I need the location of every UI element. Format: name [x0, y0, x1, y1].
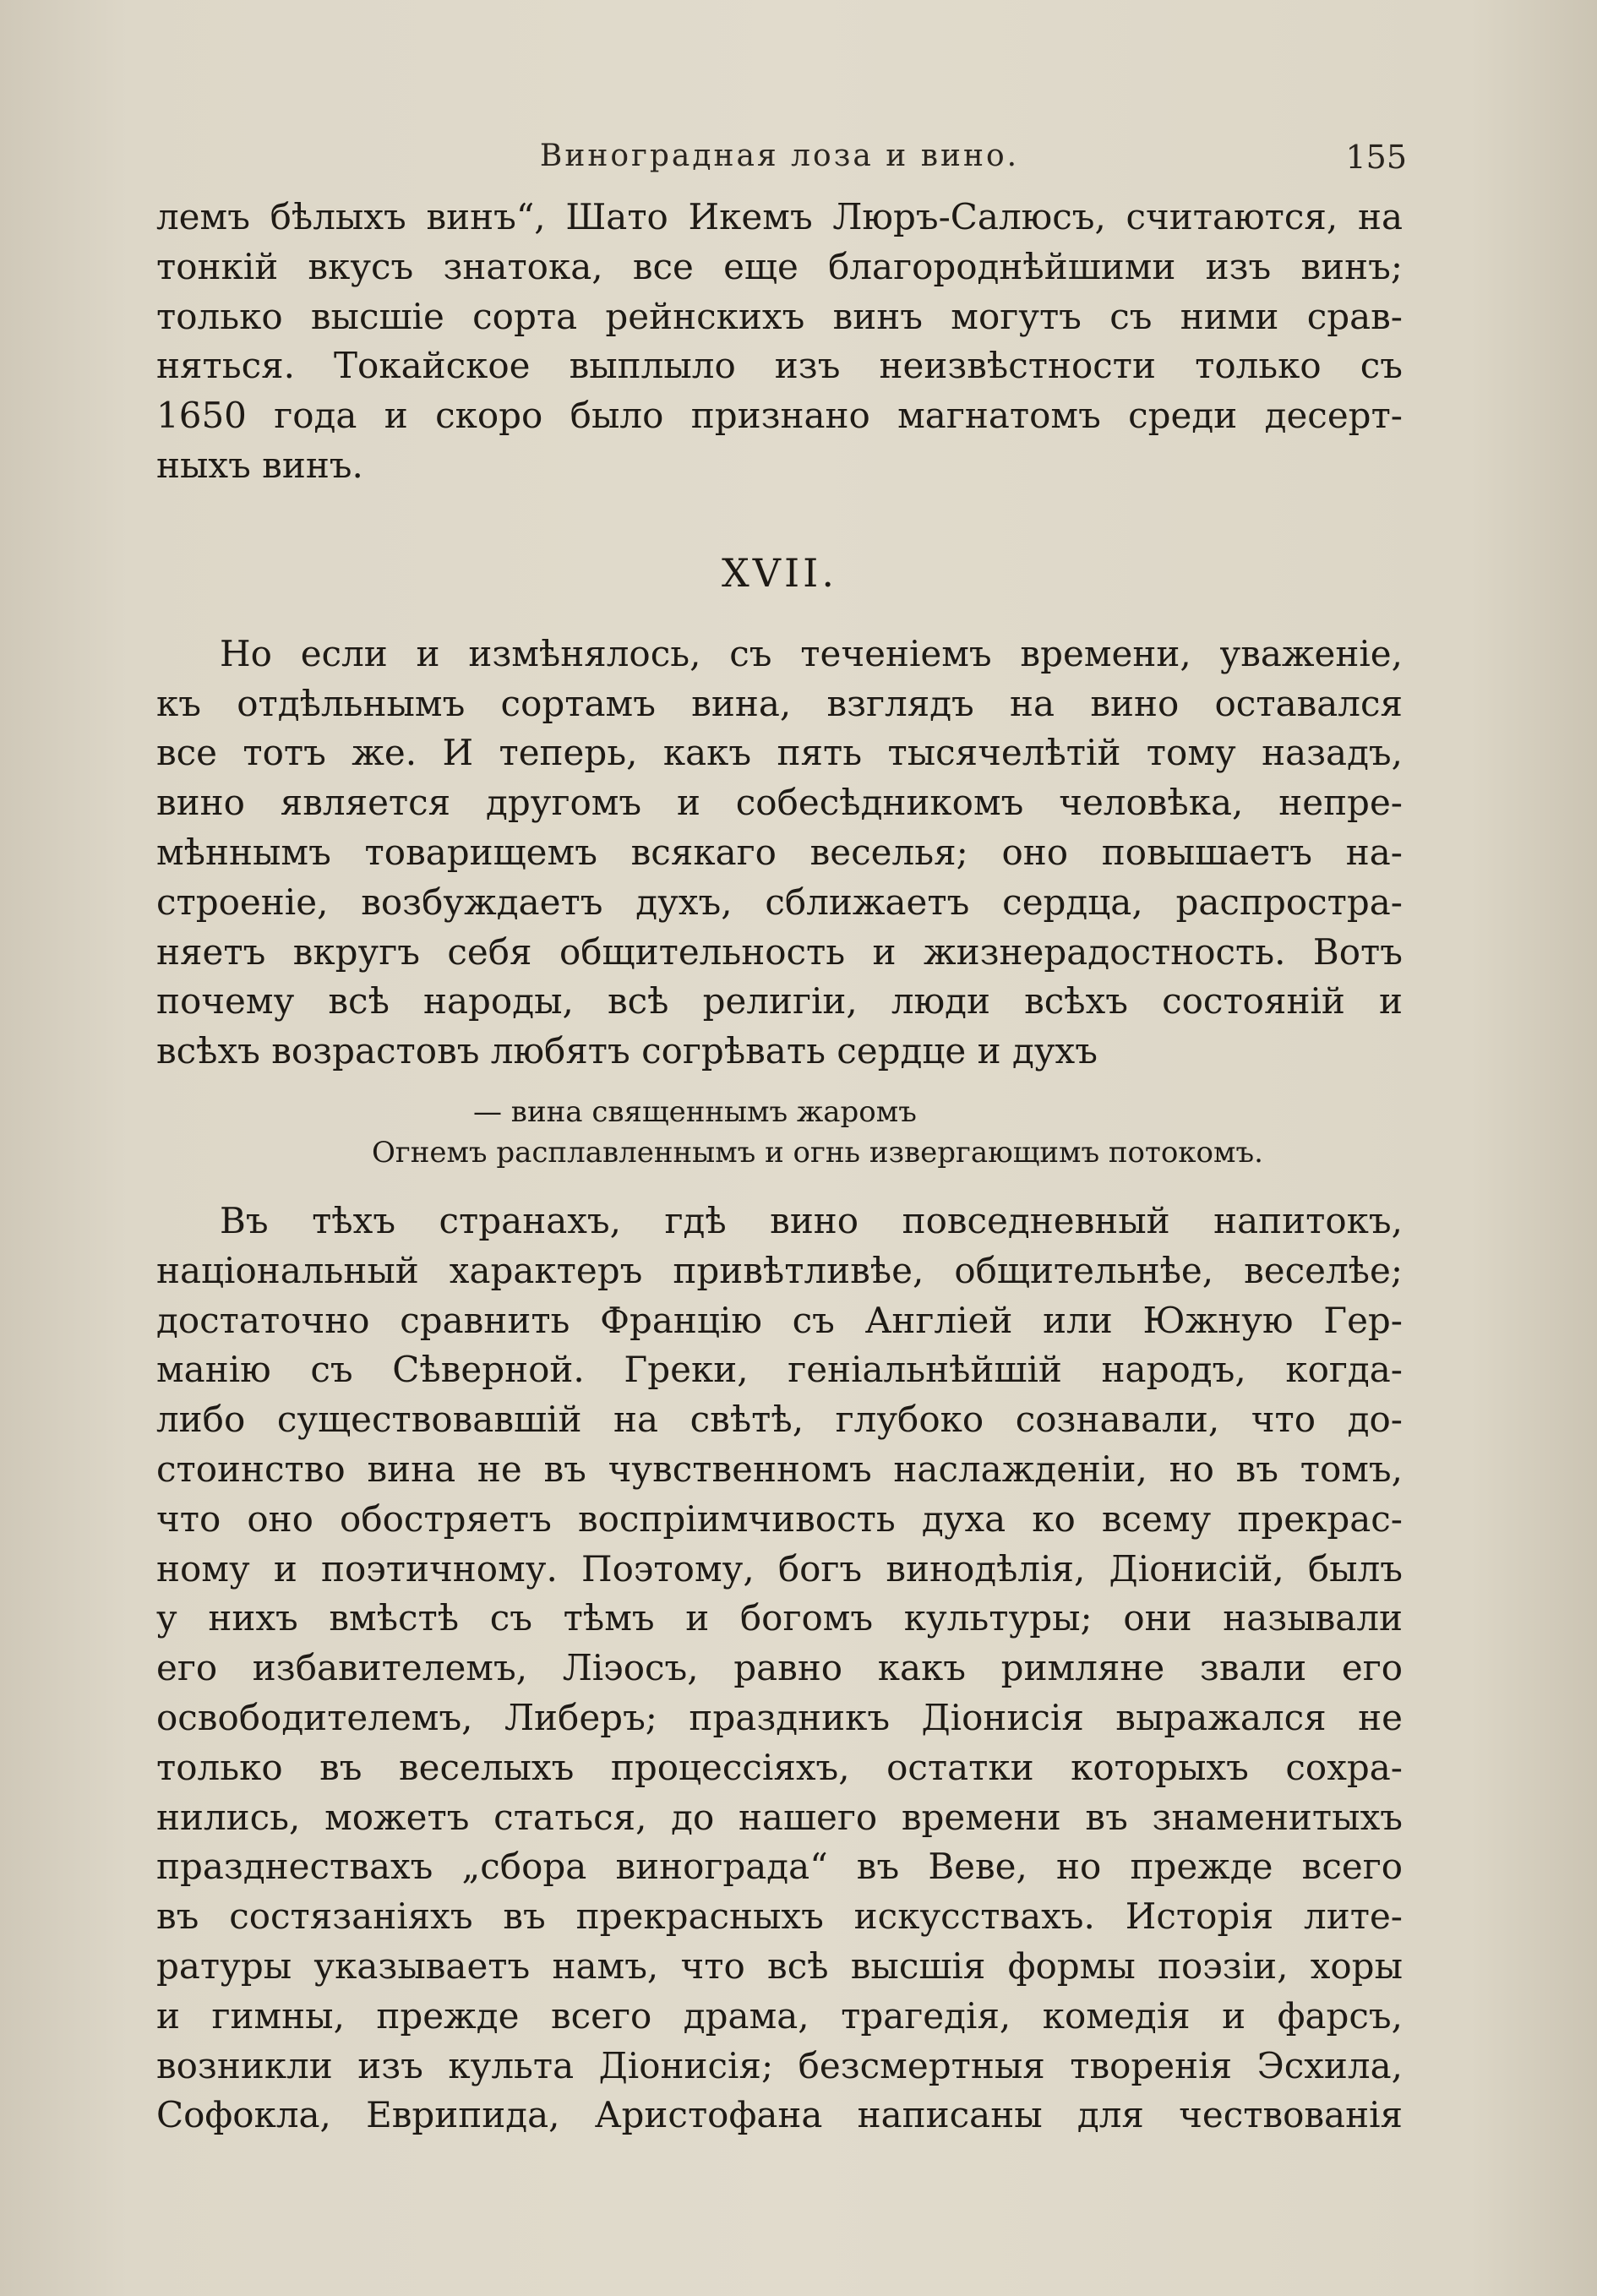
text-line: все тотъ же. И теперь, какъ пять тысячелѣтій тому назадъ,	[156, 732, 1403, 774]
text-line: стоинство вина не въ чувственномъ наслажденіи, но въ томъ,	[156, 1448, 1403, 1490]
page-number: 155	[1345, 139, 1407, 176]
text-line: почему всѣ народы, всѣ религіи, люди всѣхъ состояній и	[156, 980, 1403, 1023]
text-line: и гимны, прежде всего драма, трагедія, комедія и фарсъ,	[156, 1994, 1403, 2037]
text-line: мѣннымъ товарищемъ всякаго веселья; оно повышаетъ на-	[156, 831, 1403, 873]
running-header	[156, 127, 1407, 186]
text-line: вино является другомъ и собесѣдникомъ человѣка, непре-	[156, 782, 1403, 824]
text-line: либо существовавшій на свѣтѣ, глубоко сознавали, что до-	[156, 1399, 1403, 1441]
text-line: освободителемъ, Либеръ; праздникъ Діонисія выражался не	[156, 1696, 1403, 1738]
text-line: ныхъ винъ.	[156, 444, 363, 486]
section-heading: XVII.	[722, 549, 837, 596]
text-line: у нихъ вмѣстѣ съ тѣмъ и богомъ культуры; они называли	[156, 1597, 1403, 1639]
verse-quote	[156, 1092, 1403, 1173]
text-line: 1650 года и скоро было признано магнатомъ среди десерт-	[156, 395, 1403, 437]
text-line: нились, можетъ статься, до нашего времени въ знаменитыхъ	[156, 1796, 1403, 1838]
text-line: ному и поэтичному. Поэтому, богъ винодѣлія, Діонисій, былъ	[156, 1547, 1403, 1590]
text-line: Софокла, Еврипида, Аристофана написаны для чествованія	[156, 2094, 1403, 2136]
text-line: только въ веселыхъ процессіяхъ, остатки которыхъ сохра-	[156, 1746, 1403, 1788]
text-line: ратуры указываетъ намъ, что всѣ высшія формы поэзіи, хоры	[156, 1944, 1403, 1987]
verse-line: — вина священнымъ жаромъ	[473, 1094, 917, 1129]
continued-paragraph	[156, 193, 1403, 491]
text-line: Въ тѣхъ странахъ, гдѣ вино повседневный напитокъ,	[220, 1199, 1403, 1241]
verse-line: Огнемъ расплавленнымъ и огнь извергающимъ потокомъ.	[372, 1135, 1263, 1170]
text-line: лемъ бѣлыхъ винъ“, Шато Икемъ Люръ-Салюсъ, считаются, на	[156, 196, 1403, 237]
text-line: его избавителемъ, Ліэосъ, равно какъ римляне звали его	[156, 1647, 1403, 1689]
text-line: няться. Токайское выплыло изъ неизвѣстности только съ	[156, 345, 1403, 387]
paragraph-one	[156, 630, 1403, 1077]
text-line: Но если и измѣнялось, съ теченіемъ времени, уваженіе,	[220, 632, 1403, 674]
text-line: няетъ вкругъ себя общительность и жизнерадостность. Вотъ	[156, 930, 1403, 973]
text-line: въ состязаніяхъ въ прекрасныхъ искусствахъ. Исторія лите-	[156, 1895, 1403, 1938]
text-line: празднествахъ „сбора винограда“ въ Веве, но прежде всего	[156, 1846, 1403, 1888]
text-line: строеніе, возбуждаетъ духъ, сближаетъ сердца, распростра-	[156, 881, 1403, 923]
text-line: что оно обостряетъ воспріимчивость духа ко всему прекрас-	[156, 1497, 1403, 1540]
text-line: только высшіе сорта рейнскихъ винъ могутъ съ ними срав-	[156, 295, 1403, 337]
running-title: Виноградная лоза и вино.	[539, 139, 1020, 173]
text-line: къ отдѣльнымъ сортамъ вина, взглядъ на вино оставался	[156, 682, 1403, 724]
paragraph-two	[156, 1197, 1403, 2141]
text-line: достаточно сравнить Францію съ Англіей или Южную Гер-	[156, 1299, 1403, 1341]
text-line: возникли изъ культа Діонисія; безсмертныя творенія Эсхила,	[156, 2044, 1403, 2086]
text-line: національный характеръ привѣтливѣе, общительнѣе, веселѣе;	[156, 1249, 1403, 1291]
text-line: манію съ Сѣверной. Греки, геніальнѣйшій народъ, когда-	[156, 1349, 1403, 1391]
text-line: тонкій вкусъ знатока, все еще благороднѣйшими изъ винъ;	[156, 245, 1403, 287]
text-line: всѣхъ возрастовъ любятъ согрѣвать сердце и духъ	[156, 1030, 1098, 1072]
